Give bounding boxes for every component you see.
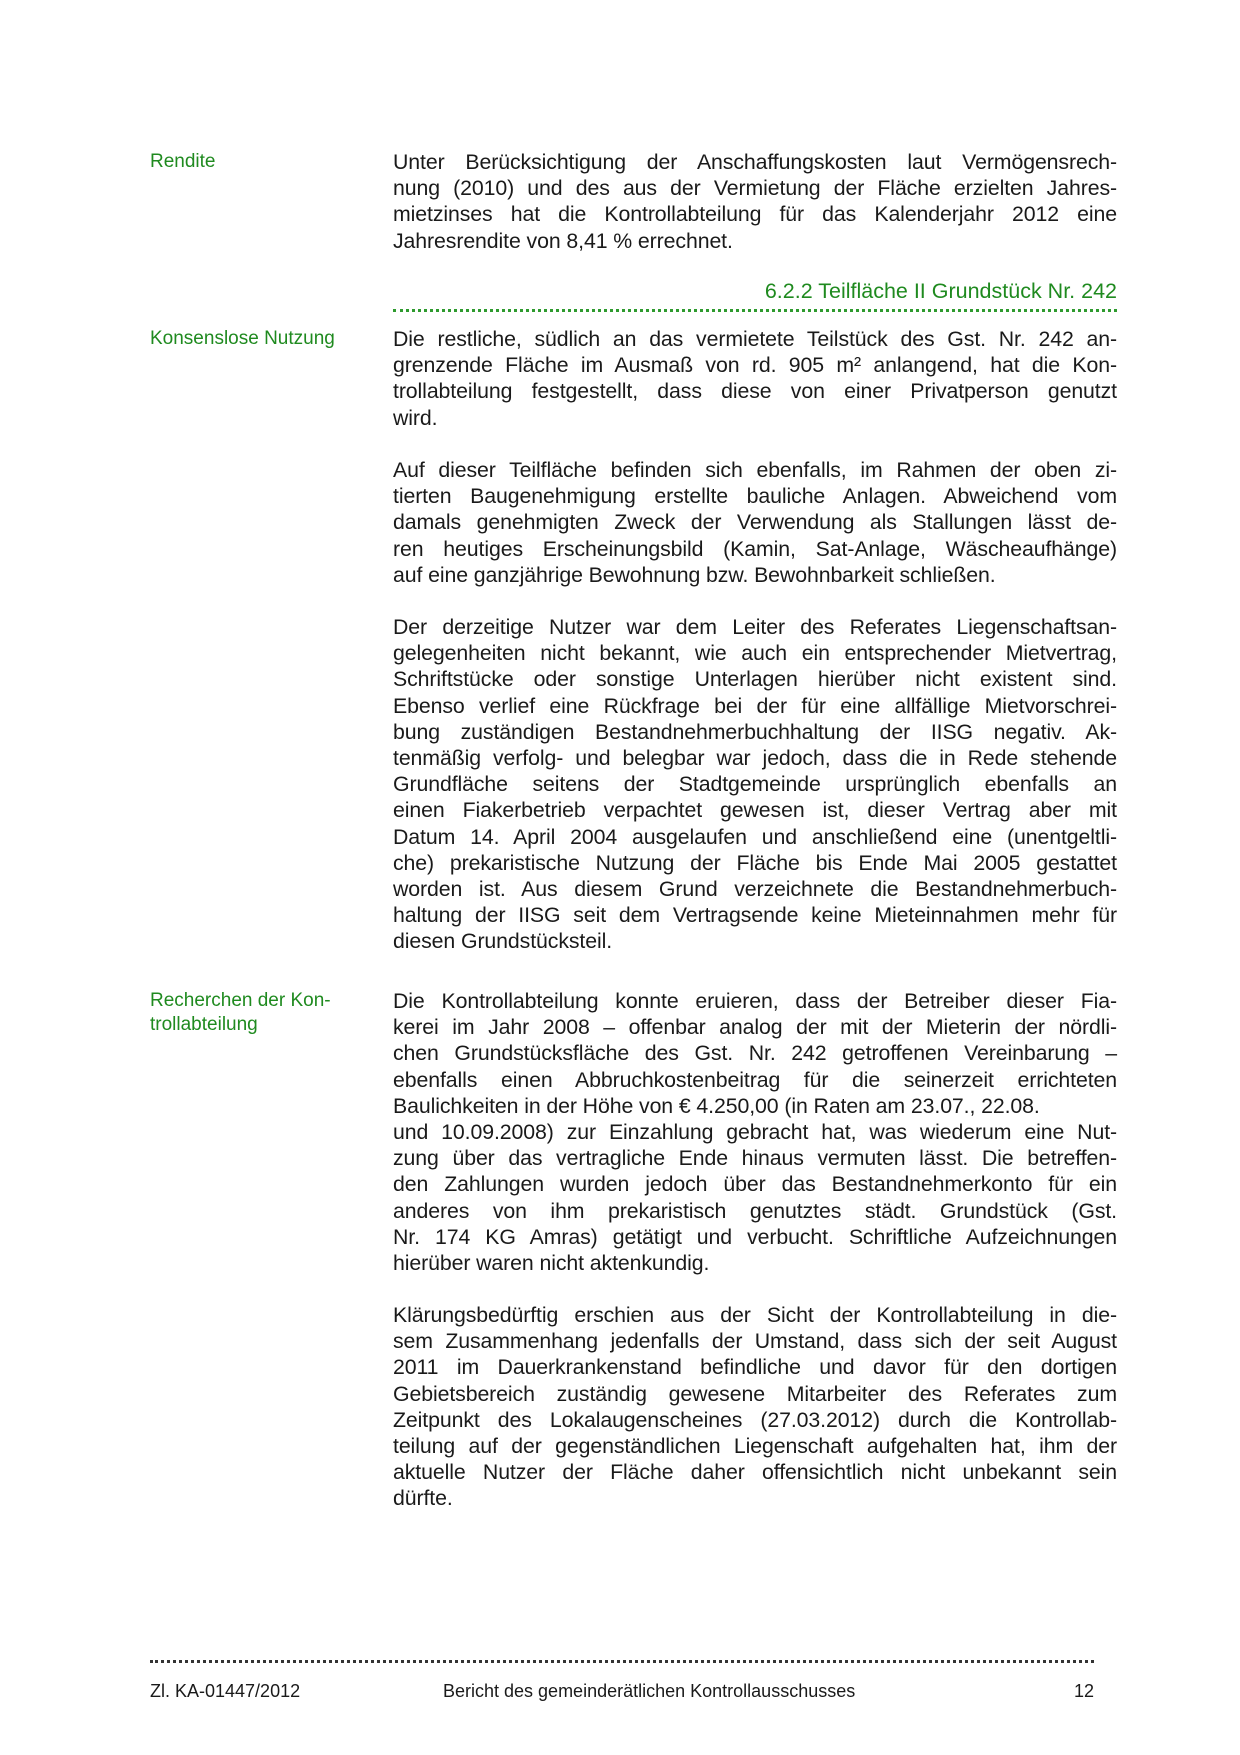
text-line: mietzinses hat die Kontrollabteilung für das Kalenderjahr 2012 eine (393, 202, 1117, 227)
margin-label-line: trollabteilung (150, 1014, 258, 1035)
text-line: hierüber waren nicht aktenkundig. (393, 1251, 710, 1276)
text-line: zung über das vertragliche Ende hinaus vermuten lässt. Die betreffen- (393, 1146, 1117, 1171)
text-line: haltung der IISG seit dem Vertragsende keine Mieteinnahmen mehr für (393, 903, 1117, 928)
margin-label-konsenslose-nutzung: Konsenslose Nutzung (150, 328, 335, 349)
text-line: auf eine ganzjährige Bewohnung bzw. Bewohnbarkeit schließen. (393, 562, 996, 587)
text-line: Klärungsbedürftig erschien aus der Sicht der Kontrollabteilung in die- (393, 1303, 1117, 1327)
text-line: chen Grundstücksfläche des Gst. Nr. 242 getroffenen Vereinbarung – (393, 1041, 1117, 1066)
margin-label-rendite: Rendite (150, 151, 216, 172)
text-line: Ebenso verlief eine Rückfrage bei der für eine allfällige Mietvorschrei- (393, 693, 1117, 718)
paragraph-rendite (393, 149, 1117, 254)
text-line: nung (2010) und des aus der Vermietung der Fläche erzielten Jahres- (393, 176, 1117, 201)
text-line: ren heutiges Erscheinungsbild (Kamin, Sat-Anlage, Wäscheaufhänge) (393, 536, 1117, 561)
text-line: Grundfläche seitens der Stadtgemeinde ursprünglich ebenfalls an (393, 772, 1117, 797)
text-line: wird. (393, 405, 438, 430)
text-line: tierten Baugenehmigung erstellte bauliche Anlagen. Abweichend vom (393, 484, 1117, 509)
text-line: tenmäßig verfolg- und belegbar war jedoch, dass die in Rede stehende (393, 746, 1117, 771)
text-line: che) prekaristische Nutzung der Fläche bis Ende Mai 2005 gestattet (393, 850, 1117, 875)
text-line: anderes von ihm prekaristisch genutztes städt. Grundstück (Gst. (393, 1198, 1117, 1223)
text-line: Nr. 174 KG Amras) getätigt und verbucht. Schriftliche Aufzeichnungen (393, 1224, 1117, 1249)
text-line: diesen Grundstücksteil. (393, 929, 613, 954)
text-line: Datum 14. April 2004 ausgelaufen und anschließend eine (unentgeltli- (393, 824, 1117, 849)
paragraph-konsenslose-1 (393, 326, 1117, 431)
text-line: 2011 im Dauerkrankenstand befindliche und davor für den dortigen (393, 1355, 1117, 1380)
text-line: Die restliche, südlich an das vermietete Teilstück des Gst. Nr. 242 an- (393, 327, 1117, 351)
margin-label-recherchen (150, 989, 360, 1037)
text-line: Schriftstücke oder sonstige Unterlagen hierüber nicht existent sind. (393, 667, 1117, 692)
paragraph-recherchen-1 (393, 988, 1117, 1276)
text-line: Gebietsbereich zuständig gewesene Mitarbeiter des Referates zum (393, 1381, 1117, 1406)
text-line: teilung auf der gegenständlichen Liegenschaft aufgehalten hat, ihm der (393, 1434, 1117, 1459)
text-line: Auf dieser Teilfläche befinden sich ebenfalls, im Rahmen der oben zi- (393, 458, 1117, 482)
page-number: 12 (1073, 1681, 1094, 1701)
text-line: kerei im Jahr 2008 – offenbar analog der mit der Mieterin der nördli- (393, 1015, 1117, 1040)
paragraph-konsenslose-3 (393, 614, 1117, 955)
text-line: trollabteilung festgestellt, dass diese von einer Privatperson genutzt (393, 379, 1117, 404)
text-line: Baulichkeiten in der Höhe von € 4.250,00 (in Raten am 23.07., 22.08. (393, 1093, 1040, 1118)
text-line: damals genehmigten Zweck der Verwendung als Stallungen lässt de- (393, 510, 1117, 535)
text-line: Zeitpunkt des Lokalaugenscheines (27.03.2012) durch die Kontrollab- (393, 1407, 1117, 1432)
text-line: grenzende Fläche im Ausmaß von rd. 905 m² anlangend, hat die Kon- (393, 353, 1117, 378)
text-line: Die Kontrollabteilung konnte eruieren, dass der Betreiber dieser Fia- (393, 989, 1117, 1013)
text-line: Unter Berücksichtigung der Anschaffungskosten laut Vermögensrech- (393, 150, 1117, 174)
text-line: und 10.09.2008) zur Einzahlung gebracht hat, was wiederum eine Nut- (393, 1120, 1117, 1145)
text-line: Der derzeitige Nutzer war dem Leiter des Referates Liegenschaftsan- (393, 615, 1117, 639)
text-line: gelegenheiten nicht bekannt, wie auch ein entsprechender Mietvertrag, (393, 641, 1117, 666)
heading-dotted-rule (393, 309, 1117, 312)
text-line: den Zahlungen wurden jedoch über das Bestandnehmerkonto für ein (393, 1172, 1117, 1197)
footer-dotted-rule (150, 1660, 1094, 1663)
footer-title: Bericht des gemeinderätlichen Kontrollausschusses (443, 1681, 856, 1701)
text-line: ebenfalls einen Abbruchkostenbeitrag für die seinerzeit errichteten (393, 1067, 1117, 1092)
text-line: worden ist. Aus diesem Grund verzeichnete die Bestandnehmerbuch- (393, 877, 1117, 902)
text-line: Jahresrendite von 8,41 % errechnet. (393, 228, 733, 253)
text-line: aktuelle Nutzer der Fläche daher offensichtlich nicht unbekannt sein (393, 1460, 1117, 1485)
text-line: bung zuständigen Bestandnehmerbuchhaltung der IISG negativ. Ak- (393, 719, 1117, 744)
section-heading: 6.2.2 Teilfläche II Grundstück Nr. 242 (764, 279, 1117, 303)
paragraph-recherchen-2 (393, 1302, 1117, 1512)
footer-reference: Zl. KA-01447/2012 (150, 1681, 301, 1701)
margin-label-line: Recherchen der Kon- (150, 990, 331, 1011)
text-line: einen Fiakerbetrieb verpachtet gewesen ist, dieser Vertrag aber mit (393, 798, 1117, 823)
paragraph-konsenslose-2 (393, 457, 1117, 588)
text-line: sem Zusammenhang jedenfalls der Umstand, dass sich der seit August (393, 1329, 1117, 1354)
text-line: dürfte. (393, 1486, 453, 1511)
